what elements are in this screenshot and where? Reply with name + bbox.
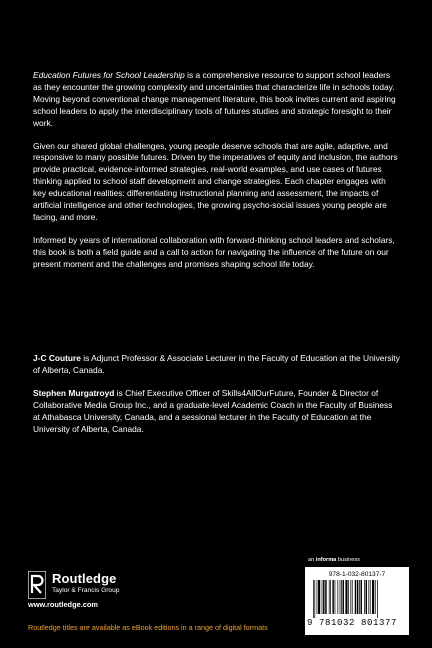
barcode-bar (364, 580, 365, 614)
isbn-number: 978-1-032-80137-7 (328, 571, 386, 578)
barcode-bar (330, 580, 331, 614)
barcode-bar (313, 580, 314, 618)
barcode-bar (329, 580, 330, 614)
barcode-bar (348, 580, 349, 614)
publisher-group: Taylor & Francis Group (52, 587, 120, 594)
barcode-bar (372, 580, 374, 614)
barcode-bar (343, 580, 344, 614)
ebook-note: Routledge titles are available as eBook editions in a range of digital formats (28, 623, 268, 632)
barcode-bar (359, 580, 360, 614)
publisher-name: Routledge (52, 571, 117, 586)
author-bio-2 (33, 388, 401, 436)
book-title: Education Futures for School Leadership (33, 70, 185, 80)
author-name: Stephen Murgatroyd (33, 387, 115, 398)
description-paragraph-1 (33, 70, 401, 130)
author-bios (33, 353, 401, 435)
publisher-website: www.routledge.com (28, 600, 98, 609)
informa-business-label (308, 557, 360, 563)
book-description (33, 70, 401, 271)
barcode-bar (357, 580, 358, 614)
barcode-bar (355, 580, 356, 614)
routledge-r-icon (28, 571, 46, 599)
barcode-bars (313, 580, 401, 618)
informa-prefix: an (308, 557, 316, 563)
author-bio-text: is Adjunct Professor & Associate Lecturer in the Faculty of Education at the University of Alberta, Canada. (33, 353, 400, 375)
barcode-bar (318, 580, 320, 614)
barcode-bar (314, 580, 315, 618)
barcode-bar (350, 580, 351, 614)
isbn-barcode (305, 567, 409, 635)
description-paragraph-3: Informed by years of international collaboration with forward-thinking school leaders and scholars, this book is both a field guide and a call to action for navigating the influence of the future on our present moment and the challenges and promises shaping school life today. (33, 234, 395, 269)
barcode-bar (366, 580, 367, 614)
barcode-bar (335, 580, 336, 614)
barcode-bar (368, 580, 369, 614)
barcode-bar (361, 580, 362, 614)
description-text: is a comprehensive resource to support school leaders as they encounter the growing complexity and uncertainties that characterize life in schools today. Moving beyond conventional change management literature, this book invites current and aspiring school leaders to apply the interdisciplinary tools of futures studies and strategic foresight to their work. (33, 70, 396, 128)
informa-suffix: business (336, 557, 360, 563)
author-bio-text: is Chief Executive Officer of Skills4AllOurFuture, Founder & Director of Collaborative Media Group Inc., and a graduate-level Academic Coach in the Faculty of Business at Athabasca University, Canada, and a sessional lecturer in the Faculty of Education at the University of Alberta, Canada. (33, 387, 393, 434)
author-bio-1 (33, 353, 401, 377)
barcode-bar (341, 580, 342, 614)
barcode-bar (345, 580, 347, 614)
barcode-bar (377, 580, 378, 618)
barcode-bar (375, 580, 376, 614)
description-paragraph-2: Given our shared global challenges, young people deserve schools that are agile, adaptive, and responsive to many possible futures. Driven by the imperatives of equity and inclusion, the authors provide practical, evidence-informed strategies, real-world examples, and use cases of futures thinking applied to school staff development and change strategies. Each chapter engages with key educational realities: differentiating instructional planning and assessment, the impacts of artificial intelligence and other technologies, the growing psycho-social issues young people are facing, and more. (33, 140, 398, 222)
informa-word: informa (315, 557, 337, 563)
ean-digits: 9 781032 801377 (307, 618, 398, 628)
barcode-bar (317, 580, 318, 614)
barcode-bar (322, 580, 323, 614)
barcode-bar (337, 580, 338, 614)
barcode-bar (352, 580, 353, 614)
barcode-bar (332, 580, 333, 614)
author-name: J-C Couture (33, 353, 81, 363)
barcode-bar (323, 580, 324, 614)
barcode-bar (340, 580, 341, 614)
barcode-bar (370, 580, 371, 614)
barcode-bar (325, 580, 326, 614)
